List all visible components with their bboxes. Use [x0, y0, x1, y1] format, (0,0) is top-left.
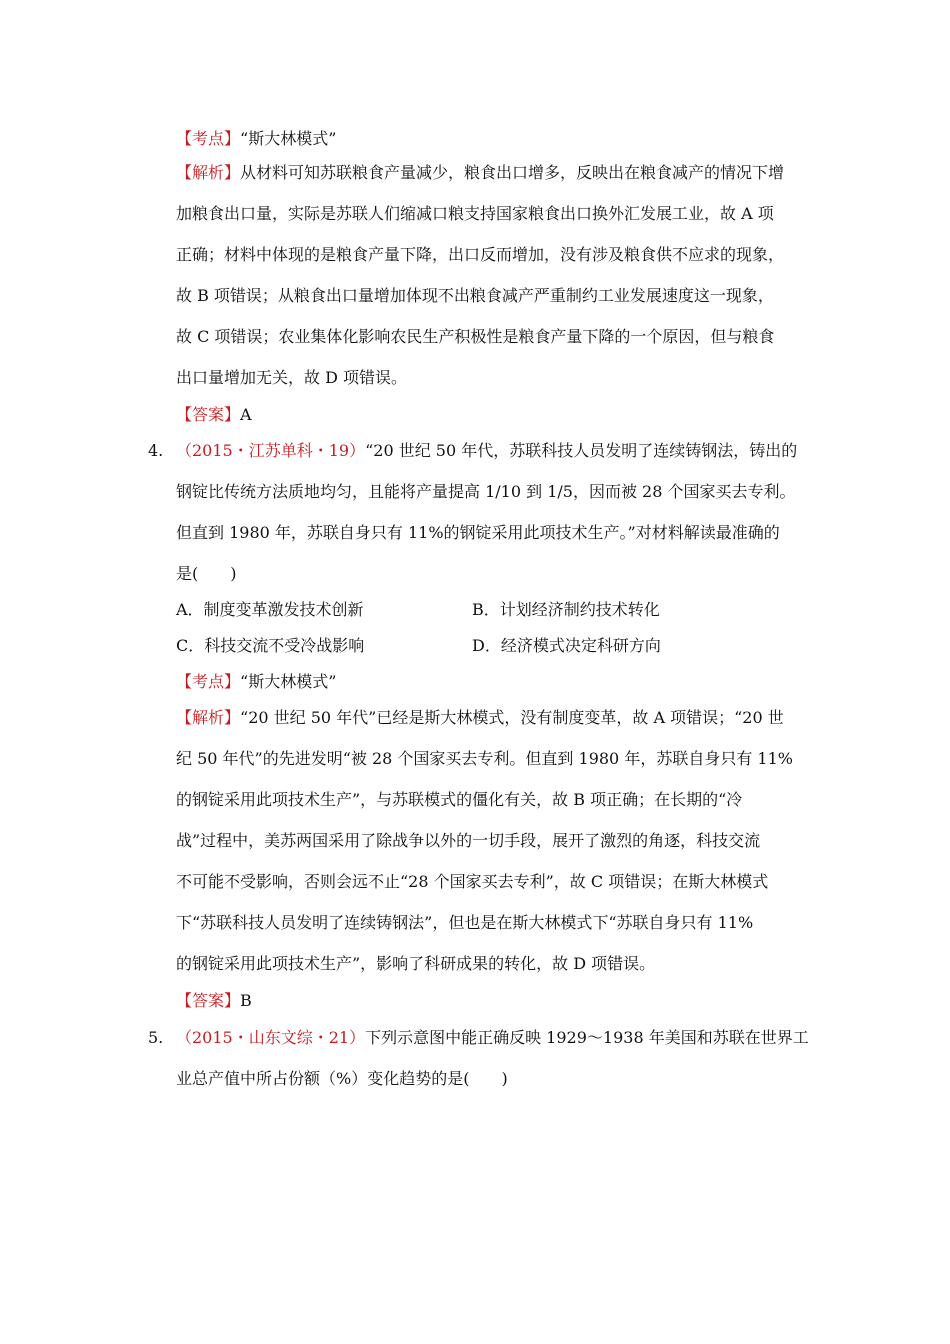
jiexi-line: 的钢锭采用此项技术生产”，影响了科研成果的转化，故 D 项错误。 [176, 954, 656, 973]
jiexi-line: 战”过程中，美苏两国采用了除战争以外的一切手段，展开了激烈的角逐，科技交流 [176, 831, 761, 850]
stem-text: 下列示意图中能正确反映 1929～1938 年美国和苏联在世界工 [365, 1028, 809, 1047]
daan-text: A [240, 405, 252, 424]
jiexi-line: 故 B 项错误；从粮食出口量增加体现不出粮食减产严重制约工业发展速度这一现象， [176, 286, 774, 305]
jiexi-line: 正确；材料中体现的是粮食产量下降，出口反而增加，没有涉及粮食供不应求的现象， [176, 245, 785, 264]
daan-line-2 [176, 990, 252, 1012]
jiexi-line: 出口量增加无关，故 D 项错误。 [176, 368, 408, 387]
stem-text: “20 世纪 50 年代，苏联科技人员发明了连续铸钢法，铸出的 [365, 441, 798, 460]
kaodian-line-2 [176, 671, 336, 693]
stem-line: 但直到 1980 年，苏联自身只有 11%的钢锭采用此项技术生产。”对材料解读最准确的 [176, 523, 780, 542]
option-d: D．经济模式决定科研方向 [472, 636, 661, 655]
question-number: 5. [148, 1028, 164, 1047]
option-c: C．科技交流不受冷战影响 [176, 636, 365, 655]
stem-line: 是( ) [176, 564, 237, 583]
stem-line: 钢锭比传统方法质地均匀，且能将产量提高 1/10 到 1/5，因而被 28 个国家买去专利。 [176, 482, 796, 501]
jiexi-label: 【解析】 [176, 163, 241, 182]
option-b: B．计划经济制约技术转化 [472, 600, 660, 619]
jiexi-line-2-0 [176, 707, 784, 729]
stem-line: 业总产值中所占份额（%）变化趋势的是( ) [176, 1069, 508, 1088]
jiexi-label: 【解析】 [176, 708, 241, 727]
jiexi-line: 故 C 项错误；农业集体化影响农民生产积极性是粮食产量下降的一个原因，但与粮食 [176, 327, 775, 346]
jiexi-line: 不可能不受影响，否则会远不止“28 个国家买去专利”，故 C 项错误；在斯大林模式 [176, 872, 769, 891]
jiexi-line: 的钢锭采用此项技术生产”，与苏联模式的僵化有关，故 B 项正确；在长期的“冷 [176, 790, 743, 809]
kaodian-text: “斯大林模式” [240, 129, 337, 148]
jiexi-line-1-0 [176, 162, 784, 184]
daan-label: 【答案】 [176, 405, 241, 424]
question-source: （2015・江苏单科・19） [176, 441, 366, 460]
question-4-stem-first [176, 440, 797, 462]
kaodian-label: 【考点】 [176, 672, 241, 691]
question-number: 4. [148, 441, 164, 460]
daan-line-1 [176, 404, 252, 426]
jiexi-line: 纪 50 年代”的先进发明“被 28 个国家买去专利。但直到 1980 年，苏联自身只有 11% [176, 749, 793, 768]
kaodian-label: 【考点】 [176, 129, 241, 148]
question-5-stem-first [176, 1027, 809, 1049]
daan-text: B [240, 991, 252, 1010]
jiexi-text: “20 世纪 50 年代”已经是斯大林模式，没有制度变革，故 A 项错误；“20 世 [240, 708, 784, 727]
kaodian-line-1 [176, 128, 336, 150]
jiexi-text: 从材料可知苏联粮食产量减少，粮食出口增多，反映出在粮食减产的情况下增 [240, 163, 785, 182]
daan-label: 【答案】 [176, 991, 241, 1010]
kaodian-text: “斯大林模式” [240, 672, 337, 691]
jiexi-line: 加粮食出口量，实际是苏联人们缩减口粮支持国家粮食出口换外汇发展工业，故 A 项 [176, 204, 774, 223]
option-a: A．制度变革激发技术创新 [176, 600, 364, 619]
jiexi-line: 下“苏联科技人员发明了连续铸钢法”，但也是在斯大林模式下“苏联自身只有 11% [176, 913, 754, 932]
question-source: （2015・山东文综・21） [176, 1028, 366, 1047]
